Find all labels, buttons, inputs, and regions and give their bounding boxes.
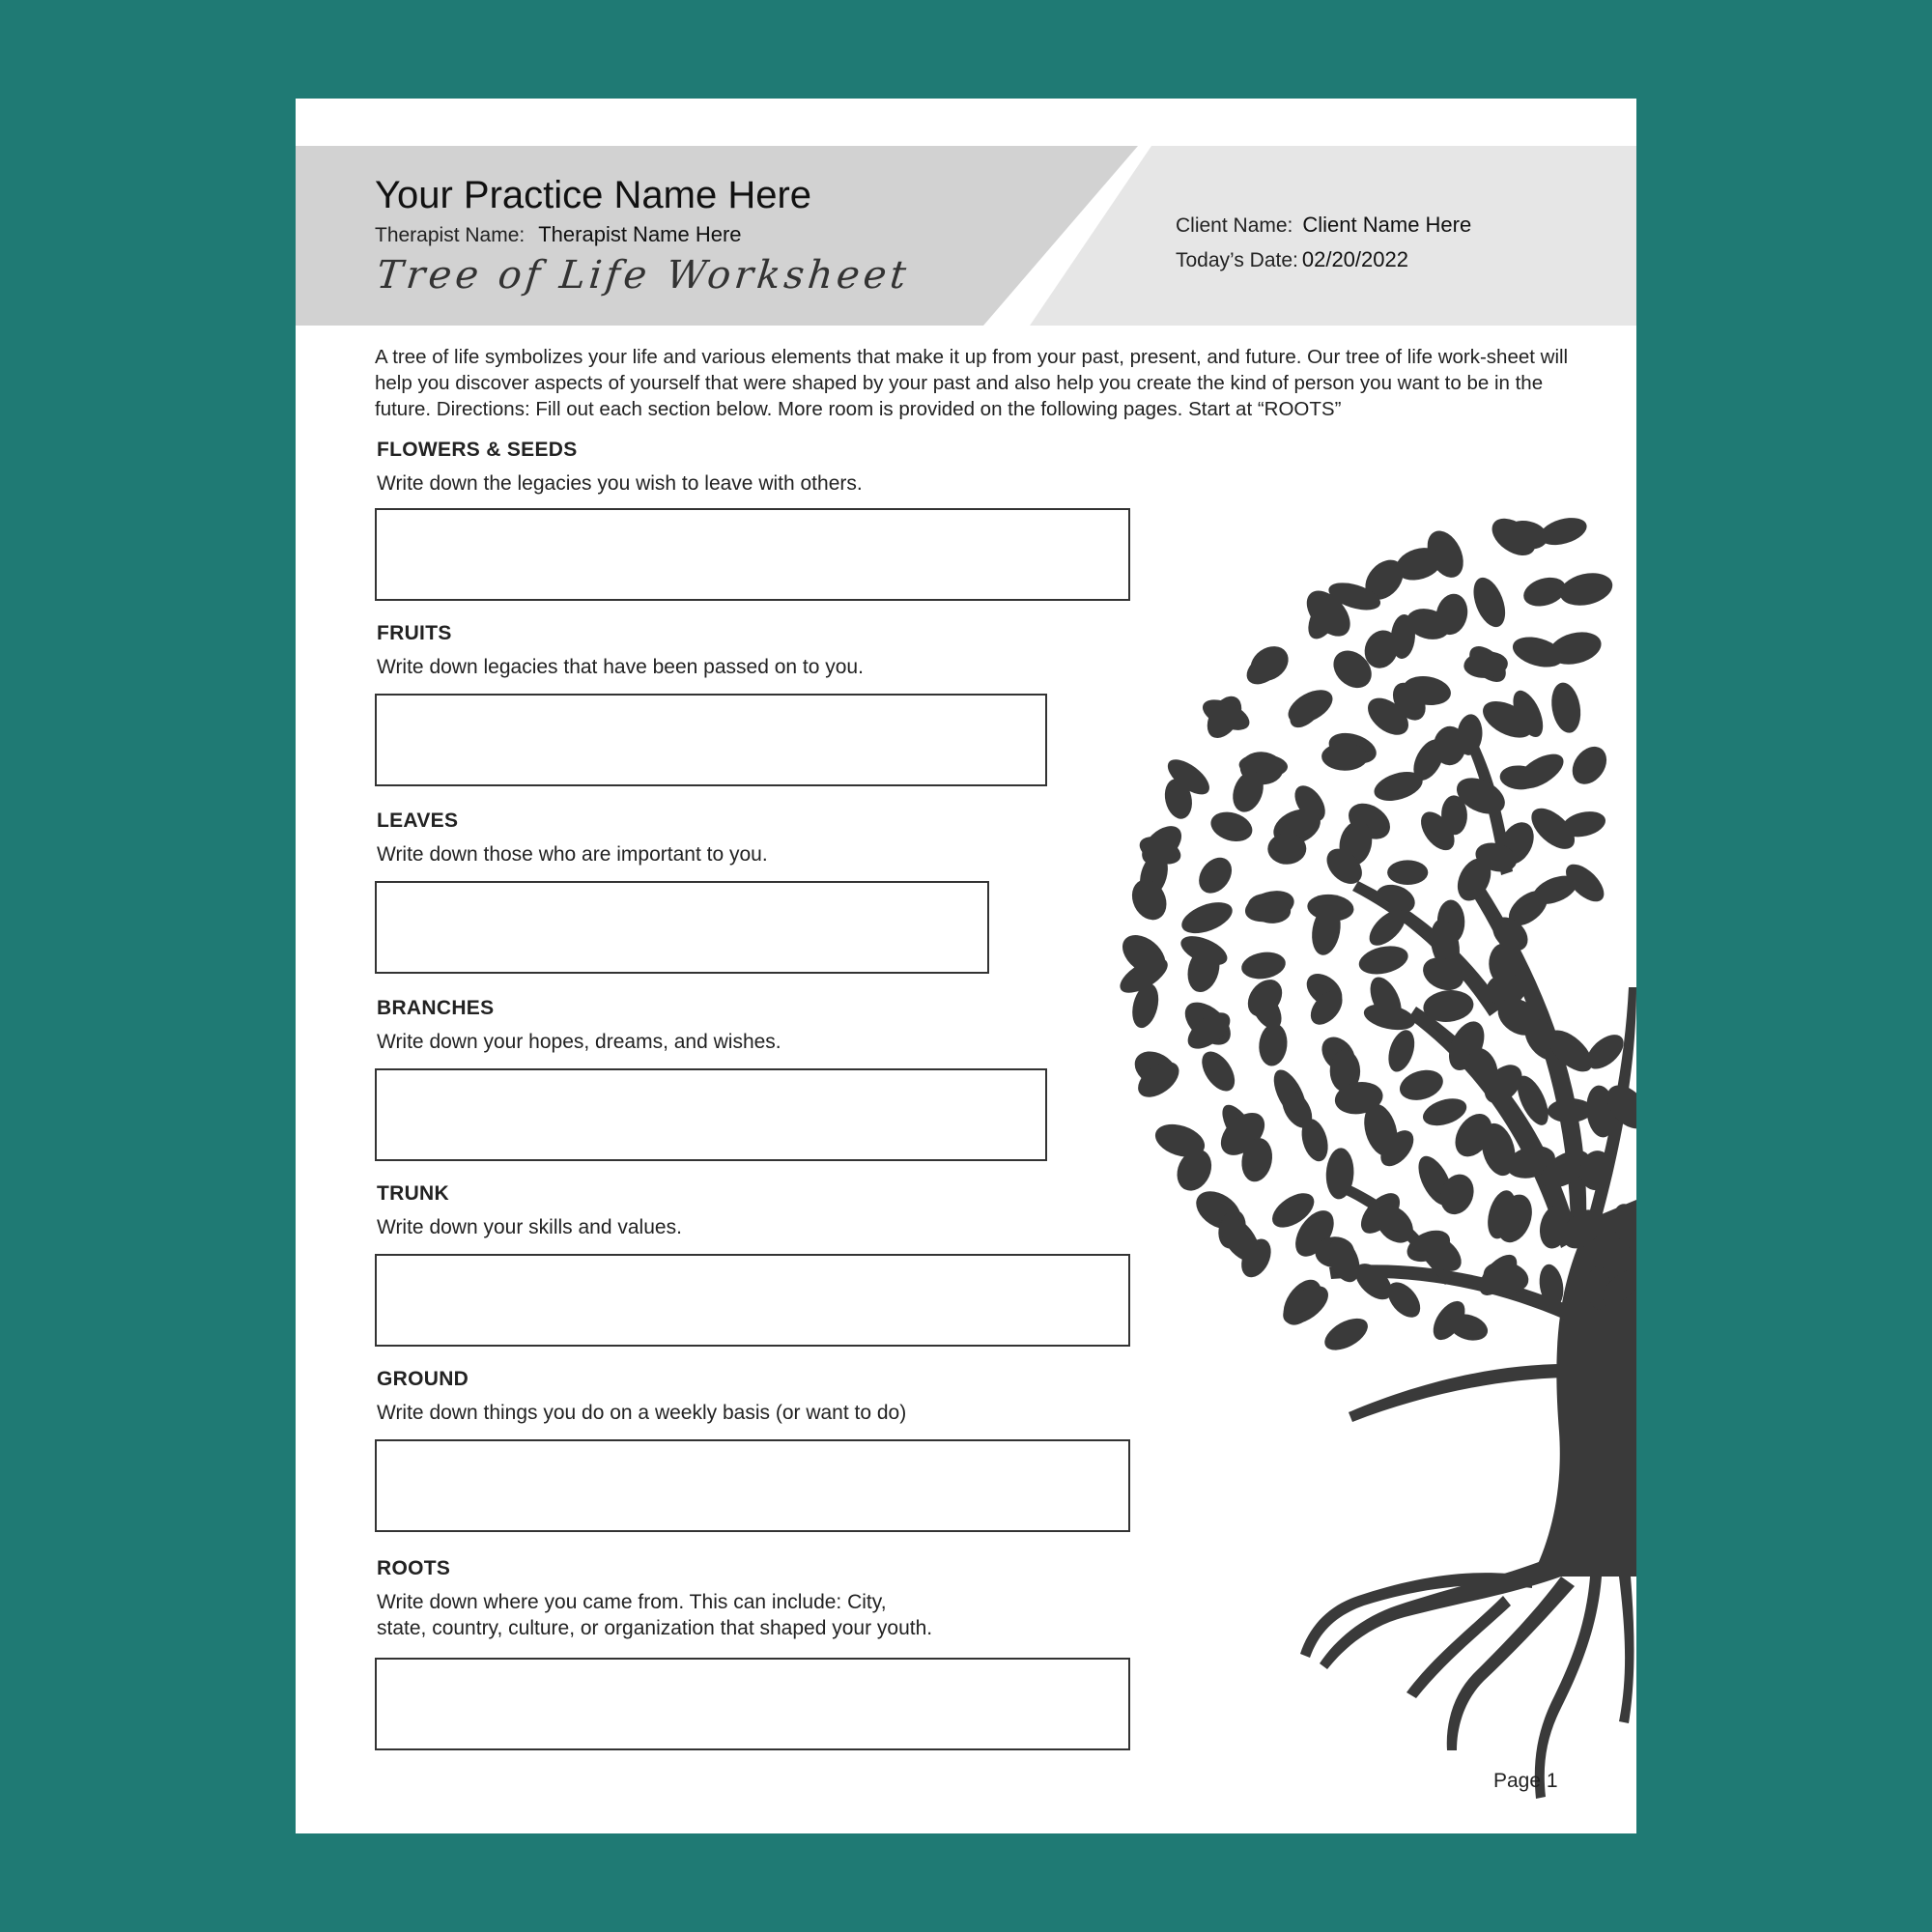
section-title: LEAVES — [377, 810, 459, 832]
leaf-shape — [1178, 896, 1236, 940]
leaf-shape — [1356, 942, 1411, 979]
intro-text: A tree of life symbolizes your life and various elements that make it up from your past, present, and future. Our tree of life work-sheet will help you discover aspects of yourself that were shaped by your past and also help you create the kind of person you want to be in the future. Directions: Fill out each section below. More room is provided on the following pages. Start at “ROOTS” — [375, 346, 1569, 420]
section-description: Write down those who are important to you. — [377, 843, 768, 866]
section-title: BRANCHES — [377, 997, 495, 1019]
leaf-shape — [1361, 1000, 1417, 1034]
section-trunk — [377, 1182, 682, 1240]
client-label: Client Name: — [1176, 214, 1293, 237]
section-description: Write down your skills and values. — [377, 1216, 682, 1238]
leaf-shape — [1257, 1022, 1289, 1067]
leaf-shape — [1467, 573, 1512, 631]
section-description: Write down where you came from. This can include: City, state, country, culture, or organization that shaped your youth. — [377, 1591, 933, 1639]
worksheet-title: Tree of Life Worksheet — [374, 253, 912, 298]
practice-name: Your Practice Name Here — [375, 174, 812, 216]
leaf-shape — [1548, 680, 1584, 735]
section-flowers-seeds — [377, 439, 863, 497]
tree-of-life-icon — [1049, 466, 1636, 1833]
leaf-shape — [1396, 1065, 1447, 1106]
section-description: Write down things you do on a weekly basis (or want to do) — [377, 1402, 907, 1424]
fruits-input-box[interactable] — [375, 694, 1047, 786]
leaf-shape — [1208, 808, 1256, 846]
page-number: Page 1 — [1493, 1770, 1558, 1792]
section-roots — [377, 1557, 932, 1641]
leaf-shape — [1192, 851, 1238, 899]
section-title: TRUNK — [377, 1182, 449, 1205]
flowers-seeds-input-box[interactable] — [375, 508, 1130, 601]
section-title: FRUITS — [377, 622, 452, 644]
leaf-shape — [1125, 873, 1173, 925]
leaf-shape — [1509, 632, 1567, 672]
client-name-field[interactable]: Client Name Here — [1302, 213, 1472, 237]
roots-input-box[interactable] — [375, 1658, 1130, 1750]
leaf-shape — [1520, 573, 1570, 611]
leaf-shape — [1383, 1027, 1419, 1075]
leaf-shape — [1565, 740, 1613, 791]
leaf-shape — [1547, 1097, 1593, 1122]
therapist-label: Therapist Name: — [375, 224, 526, 246]
section-description: Write down legacies that have been passed on to you. — [377, 656, 864, 678]
worksheet-page — [296, 99, 1636, 1833]
section-ground — [377, 1368, 906, 1426]
ground-input-box[interactable] — [375, 1439, 1130, 1532]
leaves-input-box[interactable] — [375, 881, 989, 974]
trunk-input-box[interactable] — [375, 1254, 1130, 1347]
date-field[interactable]: 02/20/2022 — [1301, 247, 1408, 271]
leaf-shape — [1239, 950, 1288, 982]
leaf-shape — [1320, 1312, 1373, 1356]
section-title: FLOWERS & SEEDS — [377, 439, 578, 461]
section-fruits — [377, 622, 864, 680]
section-description: Write down the legacies you wish to leave with others. — [377, 472, 863, 495]
section-description: Write down your hopes, dreams, and wishes. — [377, 1031, 781, 1053]
date-row — [1176, 247, 1408, 272]
client-row — [1176, 213, 1471, 238]
branches-input-box[interactable] — [375, 1068, 1047, 1161]
section-leaves — [377, 810, 768, 867]
therapist-name-field[interactable]: Therapist Name Here — [538, 222, 742, 246]
section-title: GROUND — [377, 1368, 469, 1390]
leaf-shape — [1195, 1045, 1241, 1096]
therapist-row — [375, 222, 742, 247]
date-label: Today’s Date: — [1176, 249, 1298, 271]
section-title: ROOTS — [377, 1557, 451, 1579]
leaf-shape — [1387, 860, 1428, 885]
section-branches — [377, 997, 781, 1055]
